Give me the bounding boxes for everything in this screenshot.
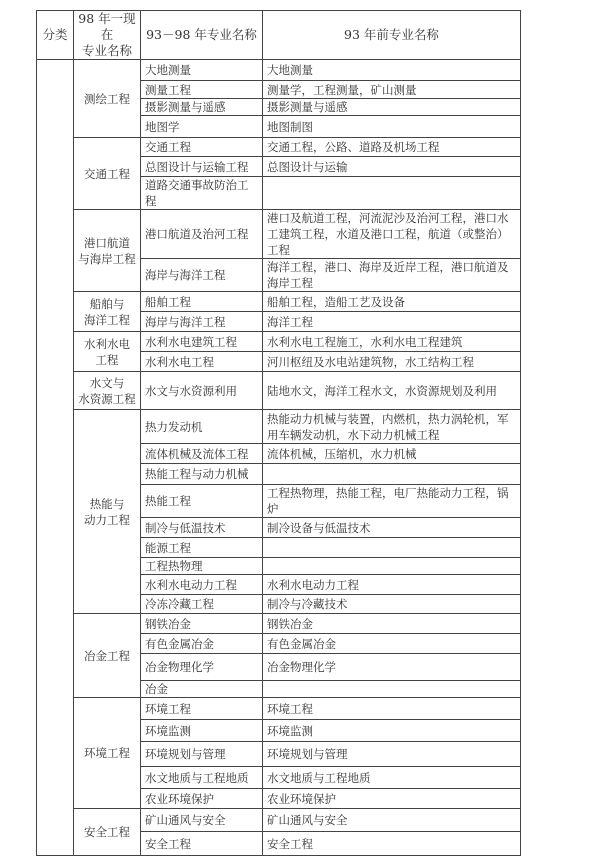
- major-pre-93-cell: 水利水电工程施工，水利水电工程建筑: [263, 332, 521, 352]
- table-row: [37, 372, 521, 410]
- major-93-98-cell: 交通工程: [141, 138, 263, 157]
- group-name-cell: [74, 332, 141, 372]
- group-name-cell: [74, 410, 141, 614]
- group-name-line2: 与海岸工程: [78, 251, 136, 266]
- category-cell: [37, 60, 74, 856]
- major-93-98-cell: 海岸与海洋工程: [141, 312, 263, 332]
- major-93-98-cell: 冷冻冷藏工程: [141, 595, 263, 614]
- major-93-98-cell: 船舶工程: [141, 292, 263, 312]
- major-pre-93-cell: 环境监测: [263, 720, 521, 742]
- major-93-98-cell: 环境规划与管理: [141, 742, 263, 767]
- major-93-98-cell: 道路交通事故防治工程: [141, 177, 263, 210]
- major-pre-93-cell: 海洋工程: [263, 312, 521, 332]
- major-93-98-cell: 水利水电工程: [141, 352, 263, 372]
- table-body: [37, 60, 521, 856]
- major-pre-93-cell: 陆地水文，海洋工程水文，水资源规划及利用: [263, 372, 521, 410]
- major-pre-93-cell: 安全工程: [263, 832, 521, 856]
- major-pre-93-cell: 河川枢纽及水电站建筑物，水工结构工程: [263, 352, 521, 372]
- major-pre-93-cell: [263, 558, 521, 575]
- group-name-line1: 港口航道: [84, 235, 130, 250]
- major-93-98-cell: 水利水电动力工程: [141, 575, 263, 595]
- major-93-98-cell: 摄影测量与遥感: [141, 99, 263, 116]
- group-name-line1: 船舶与: [89, 296, 125, 311]
- major-93-98-cell: 大地测量: [141, 60, 263, 81]
- major-93-98-cell: 钢铁冶金: [141, 614, 263, 634]
- major-93-98-cell: 热力发动机: [141, 410, 263, 444]
- major-93-98-cell: 冶金: [141, 681, 263, 698]
- major-pre-93-cell: [263, 538, 521, 558]
- major-93-98-cell: 水文地质与工程地质: [141, 767, 263, 789]
- group-name-cell: 冶金工程: [74, 614, 141, 698]
- header-current-name: [74, 11, 141, 60]
- group-name-line1: 水文与: [89, 375, 125, 390]
- major-pre-93-cell: 港口及航道工程，河流泥沙及治河工程，港口水工建筑工程，水道及港口工程，航道（或整治）工程: [263, 210, 521, 259]
- major-93-98-cell: 矿山通风与安全: [141, 809, 263, 832]
- major-pre-93-cell: 测量学，工程测量，矿山测量: [263, 81, 521, 99]
- major-93-98-cell: 环境监测: [141, 720, 263, 742]
- major-93-98-cell: 有色金属冶金: [141, 634, 263, 654]
- group-name-line2: 海洋工程: [84, 312, 130, 327]
- major-93-98-cell: 海岸与海洋工程: [141, 259, 263, 292]
- group-name-cell: [74, 210, 141, 292]
- table-row: [37, 614, 521, 634]
- major-pre-93-cell: 交通工程，公路、道路及机场工程: [263, 138, 521, 157]
- major-93-98-cell: 冶金物理化学: [141, 654, 263, 681]
- group-name-cell: 安全工程: [74, 809, 141, 856]
- major-pre-93-cell: 钢铁冶金: [263, 614, 521, 634]
- group-name-line2: 工程: [95, 352, 119, 367]
- major-93-98-cell: 工程热物理: [141, 558, 263, 575]
- major-pre-93-cell: [263, 681, 521, 698]
- table-row: [37, 60, 521, 81]
- major-93-98-cell: 热能工程与动力机械: [141, 464, 263, 485]
- major-93-98-cell: 环境工程: [141, 698, 263, 720]
- major-pre-93-cell: 农业环境保护: [263, 789, 521, 809]
- major-pre-93-cell: 制冷设备与低温技术: [263, 518, 521, 538]
- group-name-cell: [74, 292, 141, 332]
- major-pre-93-cell: 大地测量: [263, 60, 521, 81]
- table-header-row: [37, 11, 521, 60]
- major-93-98-cell: 流体机械及流体工程: [141, 444, 263, 464]
- major-93-98-cell: 水文与水资源利用: [141, 372, 263, 410]
- major-pre-93-cell: 环境工程: [263, 698, 521, 720]
- group-name-line2: 水资源工程: [78, 391, 136, 406]
- major-93-98-cell: 制冷与低温技术: [141, 518, 263, 538]
- major-93-98-cell: 水利水电建筑工程: [141, 332, 263, 352]
- group-name-line2: 动力工程: [84, 512, 130, 527]
- major-pre-93-cell: [263, 464, 521, 485]
- group-name-cell: 交通工程: [74, 138, 141, 210]
- table-row: [37, 332, 521, 352]
- group-name-line1: 水利水电: [84, 336, 130, 351]
- header-name-pre-93: 93 年前专业名称: [263, 11, 521, 60]
- major-pre-93-cell: 冶金物理化学: [263, 654, 521, 681]
- table-row: [37, 809, 521, 832]
- major-pre-93-cell: 有色金属冶金: [263, 634, 521, 654]
- major-93-98-cell: 测量工程: [141, 81, 263, 99]
- major-93-98-cell: 安全工程: [141, 832, 263, 856]
- major-pre-93-cell: 矿山通风与安全: [263, 809, 521, 832]
- table-row: [37, 410, 521, 444]
- major-pre-93-cell: 制冷与冷藏技术: [263, 595, 521, 614]
- major-pre-93-cell: 流体机械，压缩机，水力机械: [263, 444, 521, 464]
- major-pre-93-cell: 环境规划与管理: [263, 742, 521, 767]
- major-pre-93-cell: 总图设计与运输: [263, 157, 521, 177]
- group-name-cell: 测绘工程: [74, 60, 141, 138]
- header-name-93-98: 93－98 年专业名称: [141, 11, 263, 60]
- table-row: [37, 292, 521, 312]
- major-93-98-cell: 地图学: [141, 116, 263, 138]
- major-pre-93-cell: 工程热物理，热能工程，电厂热能动力工程，锅炉: [263, 485, 521, 518]
- major-93-98-cell: 能源工程: [141, 538, 263, 558]
- major-pre-93-cell: 地图制图: [263, 116, 521, 138]
- major-pre-93-cell: 热能动力机械与装置，内燃机，热力涡轮机，军用车辆发动机，水下动力机械工程: [263, 410, 521, 444]
- header-current-name-line1: 98 年一现在: [78, 11, 136, 42]
- major-pre-93-cell: 水文地质与工程地质: [263, 767, 521, 789]
- table-row: [37, 210, 521, 259]
- major-pre-93-cell: 船舶工程，造船工艺及设备: [263, 292, 521, 312]
- table-row: [37, 138, 521, 157]
- major-pre-93-cell: 水利水电动力工程: [263, 575, 521, 595]
- major-93-98-cell: 总图设计与运输工程: [141, 157, 263, 177]
- major-name-correspondence-table: [36, 10, 521, 856]
- major-93-98-cell: 热能工程: [141, 485, 263, 518]
- header-category: 分类: [37, 11, 74, 60]
- major-pre-93-cell: [263, 177, 521, 210]
- major-pre-93-cell: 海洋工程，港口、海岸及近岸工程，港口航道及海岸工程: [263, 259, 521, 292]
- group-name-cell: 环境工程: [74, 698, 141, 809]
- table-row: [37, 698, 521, 720]
- major-93-98-cell: 港口航道及治河工程: [141, 210, 263, 259]
- major-pre-93-cell: 摄影测量与遥感: [263, 99, 521, 116]
- header-current-name-line2: 专业名称: [81, 43, 132, 58]
- group-name-line1: 热能与: [89, 496, 125, 511]
- major-93-98-cell: 农业环境保护: [141, 789, 263, 809]
- group-name-cell: [74, 372, 141, 410]
